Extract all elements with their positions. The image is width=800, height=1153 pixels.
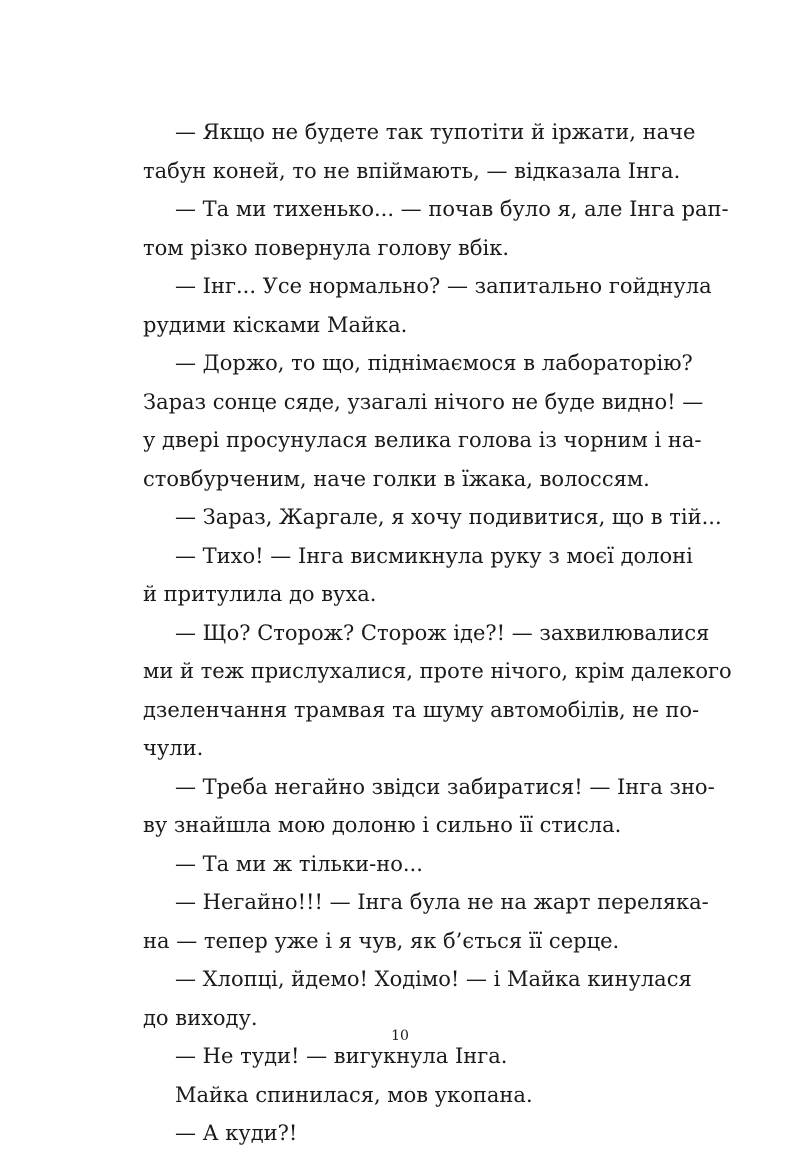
- text-line: — Зараз, Жаргале, я хочу подивитися, що в тій...: [175, 505, 722, 529]
- text-line: — Що? Сторож? Сторож іде?! — захвилювалися: [175, 620, 710, 645]
- text-line: стовбурченим, наче голки в їжака, волоссям.: [143, 466, 650, 491]
- text-line: у двері просунулася велика голова із чорним і на-: [143, 428, 702, 452]
- text-line: — Інг... Усе нормально? — запитально гойднула: [175, 274, 712, 298]
- page-body: [143, 113, 732, 1153]
- text-line: дзеленчання трамвая та шуму автомобілів, не по-: [143, 697, 700, 722]
- text-line: — Та ми ж тільки-но...: [175, 851, 423, 876]
- text-line: — Тихо! — Інга висмикнула руку з моєї долоні: [175, 543, 693, 568]
- text-line: ми й теж прислухалися, проте нічого, крім далекого: [143, 659, 732, 683]
- text-line: до виходу.: [143, 1005, 258, 1030]
- page-number: 10: [391, 1028, 409, 1044]
- text-line: ву знайшла мою долоню і сильно її стисла.: [143, 813, 622, 837]
- text-line: чули.: [143, 736, 204, 760]
- text-line: Майка спинилася, мов укопана.: [175, 1082, 533, 1107]
- text-line: рудими кісками Майка.: [143, 312, 408, 337]
- text-line: — А куди?!: [175, 1121, 298, 1145]
- text-line: том різко повернула голову вбік.: [143, 235, 510, 260]
- text-line: — Доржо, то що, піднімаємося в лабораторію?: [175, 351, 693, 375]
- text-line: й притулила до вуха.: [143, 582, 377, 606]
- text-line: на — тепер уже і я чув, як б’ється її серце.: [143, 928, 620, 953]
- text-line: — Якщо не будете так тупотіти й іржати, наче: [175, 120, 696, 144]
- text-line: — Хлопці, йдемо! Ходімо! — і Майка кинулася: [175, 967, 692, 991]
- text-line: табун коней, то не впіймають, — відказала Інга.: [143, 158, 681, 183]
- text-line: Зараз сонце сяде, узагалі нічого не буде видно! —: [143, 389, 704, 414]
- text-line: — Треба негайно звідси забиратися! — Інга зно-: [175, 774, 715, 799]
- text-line: — Негайно!!! — Інга була не на жарт переляка-: [175, 890, 709, 914]
- text-line: — Не туди! — вигукнула Інга.: [175, 1044, 508, 1068]
- text-line: — Та ми тихенько... — почав було я, але Інга рап-: [175, 197, 729, 221]
